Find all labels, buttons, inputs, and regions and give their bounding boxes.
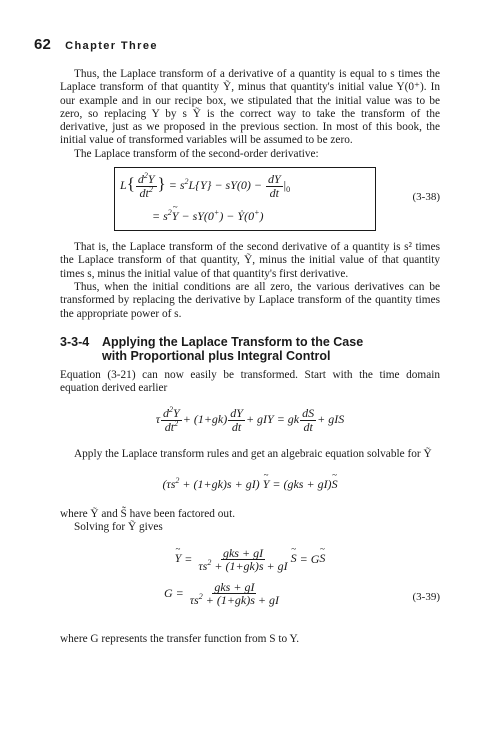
section-heading (60, 335, 440, 363)
equation-algebraic: $(\tau s^2 + (1+gk)s + gI)$ ~ Y = (gks + gI)~ S (60, 477, 440, 492)
equation-time-domain: τ $\frac{d^2Y}{dt^2}$ + (1+gk) $\frac{dY}{dt}$ + gIY = gk $\frac{dS}{dt}$ + gIS (155, 405, 345, 435)
section-title-line2: with Proportional plus Integral Control (102, 348, 331, 363)
section-number: 3-3-4 (60, 334, 90, 349)
chapter-title: Chapter Three (65, 40, 158, 52)
paragraph-transfer-function: where G represents the transfer function from S to Y. (60, 632, 300, 645)
equation-number-3-38: (3-38) (412, 191, 440, 204)
section-title-line1: Applying the Laplace Transform to the Case (102, 334, 364, 349)
paragraph-solving: Solving for Ỹ gives (74, 521, 163, 534)
page-number: 62 (34, 36, 52, 53)
paragraph-laplace-derivative: Thus, the Laplace transform of a derivative of a quantity is equal to s times the Laplace transform of that quantity Ỹ, minus that quantity's initial value Y(0⁺). In our example and in our recipe box, we stipulated that the initial value was to be zero, so replacing Y by s Ỹ is the correct way to take the transform of the derivative, just as we proposed in the previous section. In most of this book, the initial value of transformed variables will be assumed to be zero. (60, 68, 440, 147)
equation-3-39-body: G = $\frac{\text{gks + gI}}{\tau s^2 + (1+gk)s + gI}$ (164, 579, 280, 608)
equation-3-38 (60, 167, 440, 237)
equation-3-39 (60, 579, 440, 619)
paragraph-apply-rules: Apply the Laplace transform rules and get an algebraic equation solvable for Ỹ (74, 447, 432, 460)
equation-solution: ~ Y = $\frac{\text{gks + gI}}{\tau s^2 + (1+gk)s + gI}$ ~ S = G~ S (60, 547, 440, 573)
equation-3-38-line2: = $s^2\sim$ Y − sY(0+) − Ẏ(0+) (152, 209, 263, 224)
running-header (34, 36, 454, 53)
paragraph-equation-intro: Equation (3-21) can now easily be transformed. Start with the time domain equation derived earlier (60, 368, 440, 395)
book-page (34, 36, 454, 646)
paragraph-initial-conditions: Thus, when the initial conditions are all zero, the various derivatives can be transformed by replacing the derivative by Laplace transform of the quantity times the appropriate power of s. (60, 280, 440, 320)
equation-number-3-39: (3-39) (412, 590, 440, 603)
paragraph-second-order-intro: The Laplace transform of the second-order derivative: (74, 147, 319, 160)
equation-3-38-line1: L{ $\frac{d^2Y}{dt^2}$ } = $s^2L\{Y\} - sY(0)$ − $\frac{dY}{dt}$ $|_0$ (120, 171, 291, 200)
paragraph-second-derivative: That is, the Laplace transform of the second derivative of a quantity is s² times the Laplace transform of that quantity, Ỹ, minus the initial value of that quantity times s, minus the initial value of that quantity's first derivative. (60, 241, 440, 280)
page-body (60, 68, 440, 646)
paragraph-factored: where Ỹ and S̃ have been factored out. (60, 507, 236, 520)
